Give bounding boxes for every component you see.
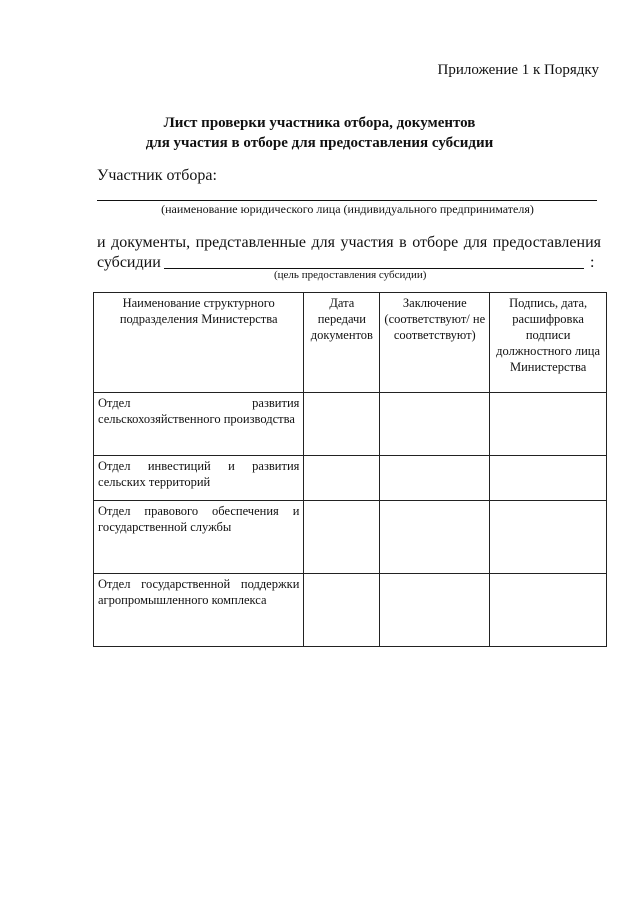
- title-line-2: для участия в отборе для предоставления субсидии: [145, 135, 494, 151]
- table-row: [94, 456, 607, 501]
- documents-text-line-1: и документы, представленные для участия в отборе для предоставления: [97, 234, 601, 251]
- header-department: Наименование структурного подразделения Министерства: [94, 293, 304, 393]
- documents-text-line-2: субсидии: [97, 254, 161, 271]
- signature-cell: [490, 456, 607, 501]
- signature-cell: [490, 574, 607, 647]
- documents-colon: :: [590, 254, 595, 271]
- header-conclusion: Заключение (соответствуют/ не соответствуют): [380, 293, 490, 393]
- title-line-1: Лист проверки участника отбора, документов: [163, 115, 476, 131]
- table-row: [94, 393, 607, 456]
- table-header-row: [94, 293, 607, 393]
- department-cell: Отдел правового обеспечения и государственной службы: [94, 501, 304, 574]
- transfer-date-cell: [304, 501, 380, 574]
- conclusion-cell: [380, 393, 490, 456]
- conclusion-cell: [380, 456, 490, 501]
- purpose-hint: (цель предоставления субсидии): [274, 269, 427, 281]
- participant-hint: (наименование юридического лица (индивидуального предпринимателя): [161, 202, 534, 216]
- department-cell: Отдел развития сельскохозяйственного производства: [94, 393, 304, 456]
- appendix-label: Приложение 1 к Порядку: [437, 62, 599, 78]
- transfer-date-cell: [304, 456, 380, 501]
- table-row: [94, 574, 607, 647]
- conclusion-cell: [380, 574, 490, 647]
- department-cell: Отдел инвестиций и развития сельских территорий: [94, 456, 304, 501]
- header-transfer-date: Дата передачи документов: [304, 293, 380, 393]
- conclusion-cell: [380, 501, 490, 574]
- table-row: [94, 501, 607, 574]
- transfer-date-cell: [304, 393, 380, 456]
- participant-label: Участник отбора:: [97, 167, 217, 184]
- department-cell: Отдел государственной поддержки агропромышленного комплекса: [94, 574, 304, 647]
- transfer-date-cell: [304, 574, 380, 647]
- signature-cell: [490, 393, 607, 456]
- signature-cell: [490, 501, 607, 574]
- participant-blank-line: [97, 200, 597, 201]
- header-signature: Подпись, дата, расшифровка подписи должностного лица Министерства: [490, 293, 607, 393]
- document-title: [0, 113, 639, 153]
- check-table: [93, 292, 607, 647]
